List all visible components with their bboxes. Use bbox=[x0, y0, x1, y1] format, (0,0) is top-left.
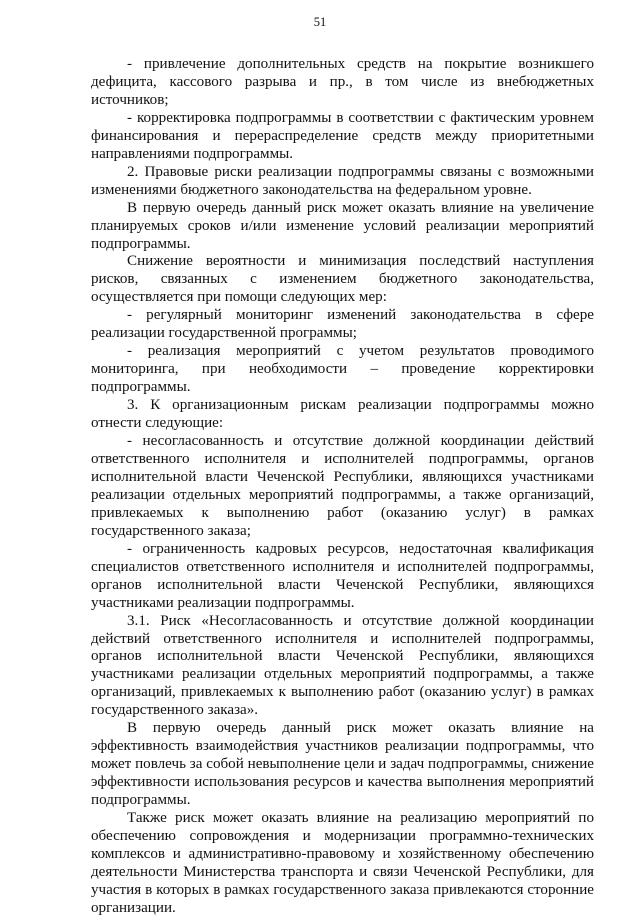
risk-3-1-impact-paragraph: В первую очередь данный риск может оказать влияние на эффективность взаимодействия участников реализации подпрограммы, что может повлечь за собой невыполнение цели и задач подпрограммы, снижение эффективности использования ресурсов и качества выполнения мероприятий подпрограммы. bbox=[91, 720, 594, 809]
page-number: 51 bbox=[313, 15, 327, 29]
bullet-coordination-inconsistency: - несогласованность и отсутствие должной координации действий ответственного исполнителя и исполнителей подпрограммы, органов исполнительной власти Чеченской Республики, являющихся участниками реализации отдельных мероприятий подпрограммы, а также организаций, привлекаемых к выполнению работ (оказанию услуг) в рамках государственного заказа; bbox=[91, 433, 594, 539]
bullet-additional-funds: - привлечение дополнительных средств на покрытие возникшего дефицита, кассового разрыва и пр., в том числе из внебюджетных источников; bbox=[91, 56, 594, 108]
organizational-risks-paragraph: 3. К организационным рискам реализации подпрограммы можно отнести следующие: bbox=[91, 397, 594, 432]
risk-3-1-additional-paragraph: Также риск может оказать влияние на реализацию мероприятий по обеспечению сопровождения и модернизации программно-технических комплексов и административно-правовому и хозяйственному обеспечению деятельности Министерства транспорта и связи Чеченской Республики, для участия в которых в рамках государственного заказа привлекаются сторонние организации. bbox=[91, 810, 594, 916]
legal-risks-paragraph: 2. Правовые риски реализации подпрограммы связаны с возможными изменениями бюджетного законодательства на федеральном уровне. bbox=[91, 163, 594, 198]
document-body bbox=[91, 56, 594, 918]
bullet-limited-staff: - ограниченность кадровых ресурсов, недостаточная квалификация специалистов ответственного исполнителя и исполнителей подпрограммы, органов исполнительной власти Чеченской Республики, являющихся участниками реализации подпрограммы. bbox=[91, 540, 594, 611]
legal-risk-impact-paragraph: В первую очередь данный риск может оказать влияние на увеличение планируемых сроков и/или изменение условий реализации мероприятий подпрограммы. bbox=[91, 199, 594, 252]
risk-mitigation-paragraph: Снижение вероятности и минимизация последствий наступления рисков, связанных с изменением бюджетного законодательства, осуществляется при помощи следующих мер: bbox=[91, 253, 594, 306]
bullet-program-adjustment: - корректировка подпрограммы в соответствии с фактическим уровнем финансирования и перераспределение средств между приоритетными направлениями подпрограммы. bbox=[91, 109, 594, 162]
bullet-legislation-monitoring: - регулярный мониторинг изменений законодательства в сфере реализации государственной программы; bbox=[91, 307, 594, 342]
bullet-monitoring-measures: - реализация мероприятий с учетом результатов проводимого мониторинга, при необходимости – проведение корректировки подпрограммы. bbox=[91, 343, 594, 396]
risk-3-1-paragraph: 3.1. Риск «Несогласованность и отсутствие должной координации действий ответственного исполнителя и исполнителей подпрограммы, органов исполнительной власти Чеченской Республики, являющихся участниками реализации отдельных мероприятий подпрограммы, а также организаций, привлекаемых к выполнению работ (оказанию услуг) в рамках государственного заказа». bbox=[91, 612, 594, 719]
